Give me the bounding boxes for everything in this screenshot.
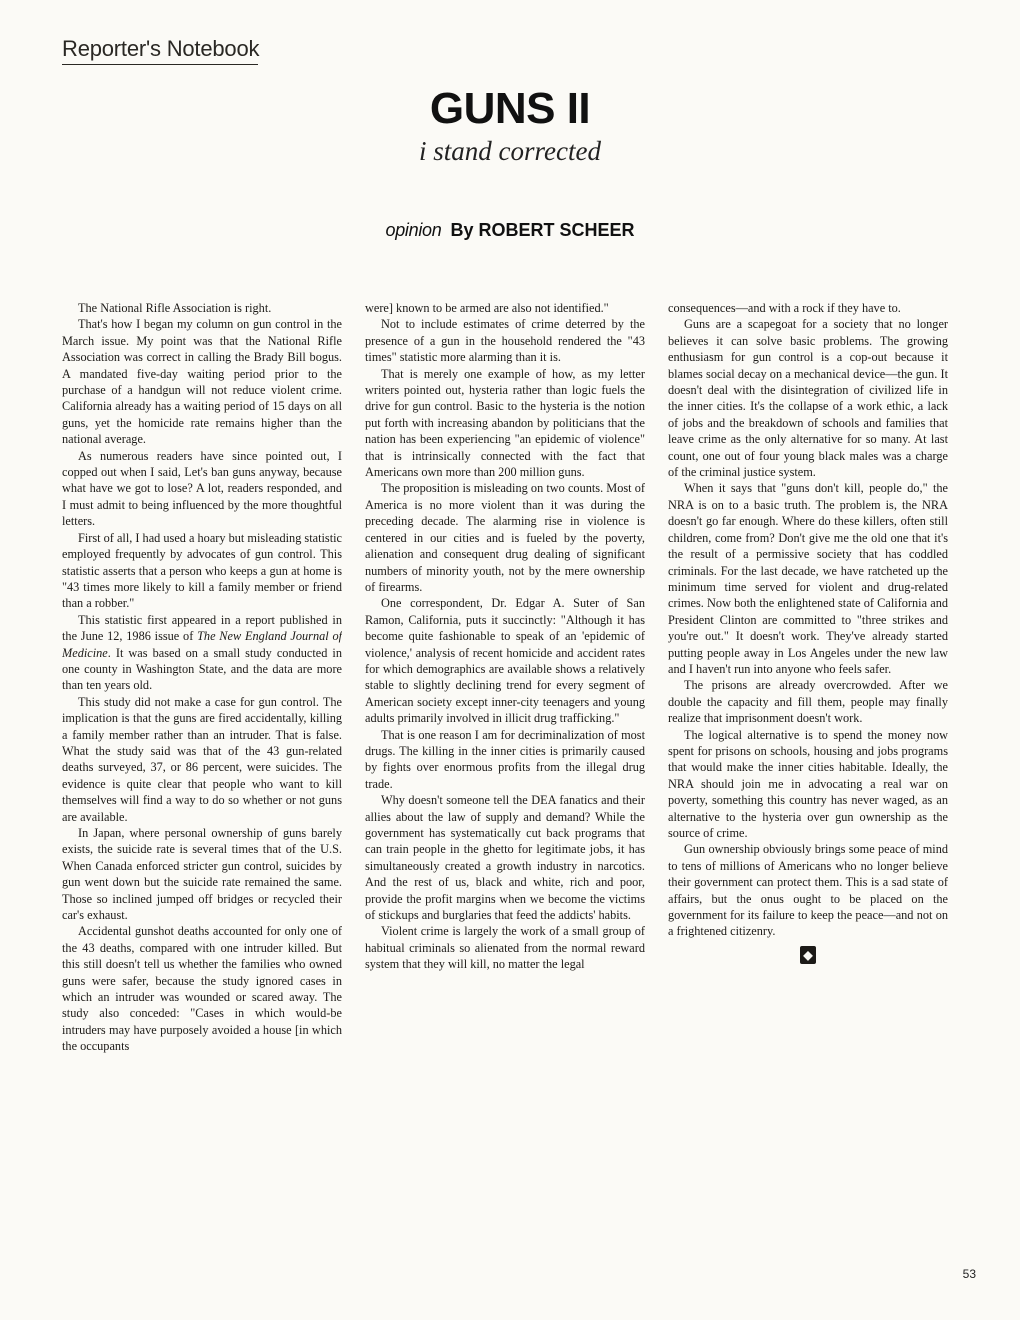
byline-author: By ROBERT SCHEER — [450, 220, 635, 240]
paragraph: Not to include estimates of crime deterred by the presence of a gun in the household rendered the "43 times" statistic more alarming than it is. — [365, 317, 645, 365]
journal-title: The New England Journal of Medicine — [62, 629, 342, 660]
paragraph: The logical alternative is to spend the money now spent for prisons on schools, housing and jobs programs that would make the inner cities habitable. Ideally, the NRA should join me in advocating a real war on poverty, something this country has never waged, as an alternative to the hysteria over gun ownership as the source of crime. — [668, 727, 948, 840]
section-label: Reporter's Notebook — [62, 36, 260, 61]
paragraph-text: . It was based on a small study conducted in one county in Washington State, and the data are more than ten years old. — [62, 645, 342, 693]
paragraph-nejm — [62, 612, 342, 694]
paragraph-continued: consequences—and with a rock if they have to. — [668, 301, 901, 315]
headline: GUNS II — [429, 84, 591, 133]
article-body — [62, 300, 948, 1290]
paragraph: As numerous readers have since pointed out, I copped out when I said, Let's ban guns anyway, because what have we got to lose? A lot, readers responded, and I must admit to being influenced by the more thoughtful letters. — [62, 448, 342, 529]
paragraph: When it says that "guns don't kill, people do," the NRA is on to a basic truth. The problem is, the NRA doesn't go far enough. Where do these killers, often still children, come from? Don't give me the old one that it's the result of a permissive society that has coddled criminals. For the last decade, we have ratcheted up the minimum time served for violent and drug-related crimes. Now both the enlightened state of California and President Clinton are committed to "three strikes and you're out." It doesn't work. They've already started putting people away in Los Angeles under the new law and I haven't run into anyone who feels safer. — [668, 481, 948, 676]
column-1 — [62, 300, 342, 1290]
paragraph: Accidental gunshot deaths accounted for only one of the 43 deaths, compared with one intruder killed. But this still doesn't tell us whether the families who owned guns were safer, because the study ignored cases in which an intruder was wounded or scared away. The study also conceded: "Cases in which would-be intruders may have purposely avoided a house [in which the occupants — [62, 924, 342, 1054]
paragraph: That is one reason I am for decriminalization of most drugs. The killing in the inner cities is primarily caused by fights over enormous profits from the illegal drug trade. — [365, 727, 645, 791]
end-mark-icon: ◆ — [800, 946, 816, 964]
paragraph: This study did not make a case for gun control. The implication is that the guns are fired accidentally, killing a family member rather than an intruder. That is false. What the study said was that of the 43 gun-related deaths surveyed, 37, or 86 percent, were suicides. The evidence is quite clear that people who want to kill themselves will find a way to do so whether or not guns are available. — [62, 694, 342, 824]
paragraph: Violent crime is largely the work of a small group of habitual criminals so alienated from the normal reward system that they will kill, no matter the legal — [365, 924, 645, 972]
paragraph: The proposition is misleading on two counts. Most of America is no more violent than it was during the preceding decade. The alarming rise in violence is centered in our cities and is fueled by the poverty, alienation and consequent drug dealing of significant numbers of minority youth, not by the mere ownership of firearms. — [365, 481, 645, 594]
byline-kicker: opinion — [385, 220, 442, 240]
paragraph: First of all, I had used a hoary but misleading statistic employed frequently by advocates of gun control. This statistic asserts that a person who keeps a gun at home is "43 times more likely to kill a family member or friend than a robber." — [62, 530, 342, 611]
paragraph: The prisons are already overcrowded. After we double the capacity and fill them, people may finally realize that imprisonment doesn't work. — [668, 678, 948, 726]
byline — [300, 220, 720, 241]
paragraph: Guns are a scapegoat for a society that no longer believes it can solve basic problems. The growing enthusiasm for gun control is a cop-out because it blames social decay on a mechanical device—the gun. It doesn't deal with the disintegration of civilized life in the inner cities. It's the collapse of a work ethic, a lack of jobs and the breakdown of schools and families that leave crime as the only alternative for so many. At last count, one out of four young black males was a charge of the criminal justice system. — [668, 317, 948, 480]
section-rule — [62, 64, 258, 65]
paragraph: Why doesn't someone tell the DEA fanatics and their allies about the law of supply and demand? While the government has systematically cut back programs that can train people in the ghetto for legitimate jobs, it has simultaneously created a growth industry in narcotics. And the rest of us, black and white, rich and poor, provide the profit margins when we become the victims of stickups and burglaries that feed the addicts' habits. — [365, 793, 645, 923]
paragraph: Gun ownership obviously brings some peace of mind to tens of millions of Americans who no longer believe their government can protect them. This is a sad state of affairs, but the onus ought to be placed on the government for its failure to keep the peace—and not on a frightened citizenry. — [668, 842, 948, 939]
column-2 — [365, 300, 645, 1290]
paragraph: In Japan, where personal ownership of guns barely exists, the suicide rate is several times that of the U.S. When Canada enforced stricter gun control, suicides by gun went down but the suicide rate remained the same. Those so inclined jumped off bridges or recycled their car's exhaust. — [62, 826, 342, 923]
subhead: i stand corrected — [419, 136, 601, 166]
paragraph-text: This statistic first appeared in a report published in the June 12, 1986 issue of — [62, 612, 342, 644]
paragraph: The National Rifle Association is right. — [78, 301, 272, 315]
column-3 — [668, 300, 948, 1290]
paragraph: That is merely one example of how, as my letter writers pointed out, hysteria rather than logic fuels the drive for gun control. Basic to the hysteria is the notion put forth with increasing abandon by politicians that the nation has been experiencing "an epidemic of violence" that is intrinsically connected with the fact that Americans own more than 200 million guns. — [365, 366, 645, 480]
paragraph-continued: were] known to be armed are also not identified." — [365, 301, 609, 315]
paragraph: One correspondent, Dr. Edgar A. Suter of San Ramon, California, puts it succinctly: "Although it has become quite fashionable to speak of an 'epidemic of violence,' analysis of recent homicide and accident rates for which demographics are available shows a relatively stable to slightly declining trend for every segment of American society except inner-city teenagers and young adults primarily involved in illicit drug trafficking." — [365, 596, 645, 726]
paragraph: That's how I began my column on gun control in the March issue. My point was that the National Rifle Association was correct in calling the Brady Bill bogus. A mandated five-day waiting period prior to the purchase of a handgun will not reduce violent crime. California already has a waiting period of 15 days on all guns, yet the homicide rate remains higher than the national average. — [62, 317, 342, 447]
page-number: 53 — [962, 1267, 976, 1281]
